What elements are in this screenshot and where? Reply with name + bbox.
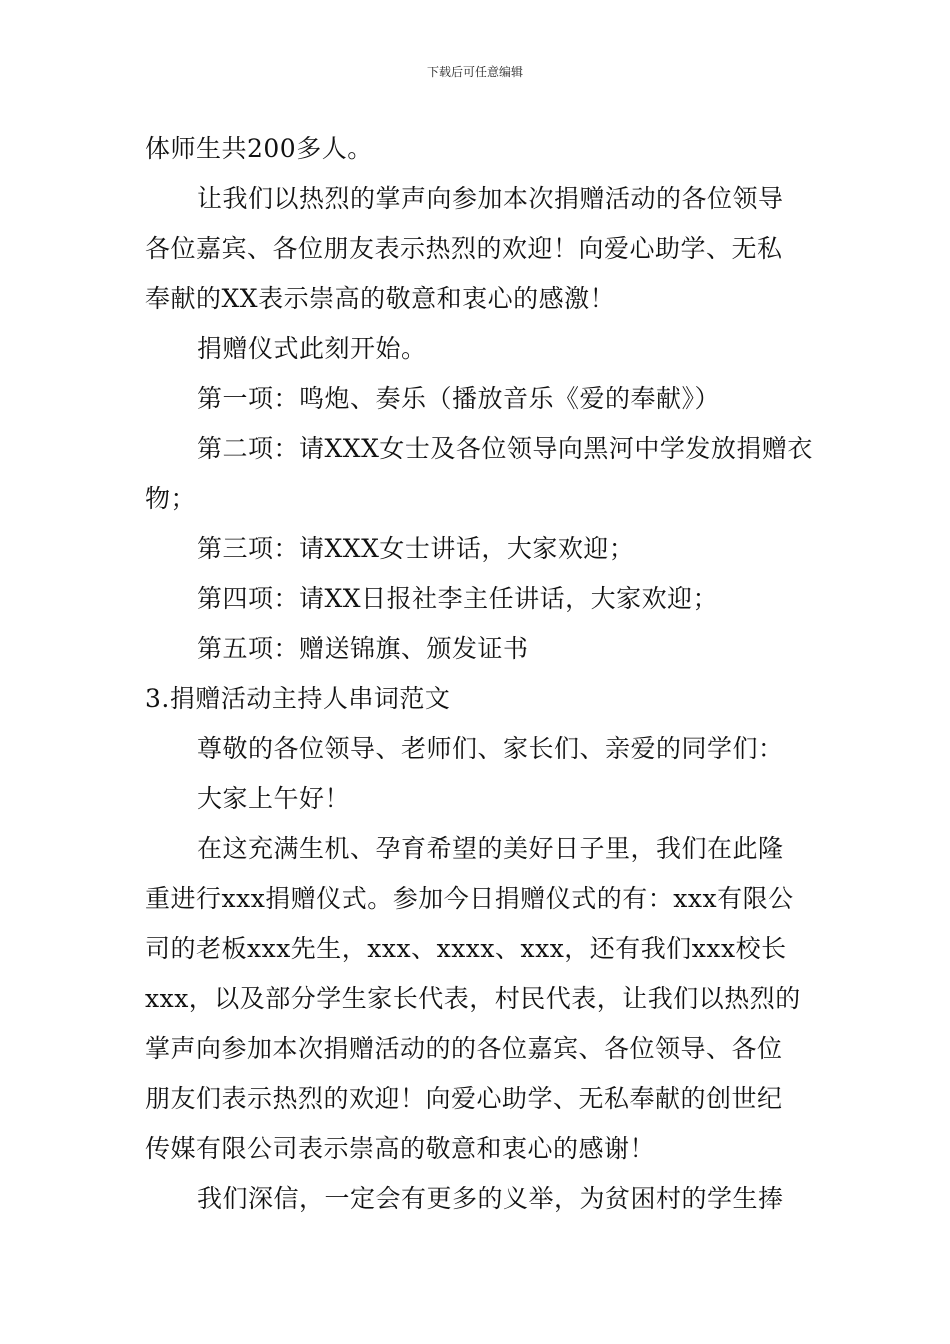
agenda-item-5: 第五项：赠送锦旗、颁发证书	[197, 634, 529, 663]
text-line: 奉献的XX表示崇高的敬意和衷心的感激！	[145, 284, 616, 313]
paragraph-line: 捐赠仪式此刻开始。	[197, 334, 427, 363]
agenda-item-4: 第四项：请XX日报社李主任讲话，大家欢迎；	[197, 584, 719, 613]
agenda-item-2: 第二项：请XXX女士及各位领导向黑河中学发放捐赠衣	[197, 434, 813, 463]
document-body	[145, 124, 813, 1224]
text-line: 各位嘉宾、各位朋友表示热烈的欢迎！向爱心助学、无私	[145, 234, 783, 263]
section-heading: 3.捐赠活动主持人串词范文	[145, 684, 451, 713]
paragraph-line: 在这充满生机、孕育希望的美好日子里，我们在此隆	[197, 834, 784, 863]
text-line: 朋友们表示热烈的欢迎！向爱心助学、无私奉献的创世纪	[145, 1084, 783, 1113]
text-line: 物；	[145, 484, 197, 513]
text-line: 传媒有限公司表示崇高的敬意和衷心的感谢！	[145, 1134, 656, 1163]
greeting-line: 大家上午好！	[197, 784, 351, 813]
page-header-note: 下载后可任意编辑	[426, 65, 523, 79]
salutation-line: 尊敬的各位领导、老师们、家长们、亲爱的同学们：	[197, 734, 784, 763]
agenda-item-1: 第一项：鸣炮、奏乐（播放音乐《爱的奉献》）	[197, 384, 721, 413]
agenda-item-3: 第三项：请XXX女士讲话，大家欢迎；	[197, 534, 635, 563]
text-line: xxx，以及部分学生家长代表，村民代表，让我们以热烈的	[145, 984, 801, 1013]
text-line: 掌声向参加本次捐赠活动的的各位嘉宾、各位领导、各位	[145, 1034, 783, 1063]
text-line: 体师生共200多人。	[145, 134, 373, 163]
text-line: 司的老板xxx先生，xxx、xxxx、xxx，还有我们xxx校长	[145, 934, 787, 963]
paragraph-line: 我们深信，一定会有更多的义举，为贫困村的学生捧	[197, 1184, 784, 1213]
paragraph-line: 让我们以热烈的掌声向参加本次捐赠活动的各位领导	[197, 184, 784, 213]
text-line: 重进行xxx捐赠仪式。参加今日捐赠仪式的有：xxx有限公	[145, 884, 794, 913]
